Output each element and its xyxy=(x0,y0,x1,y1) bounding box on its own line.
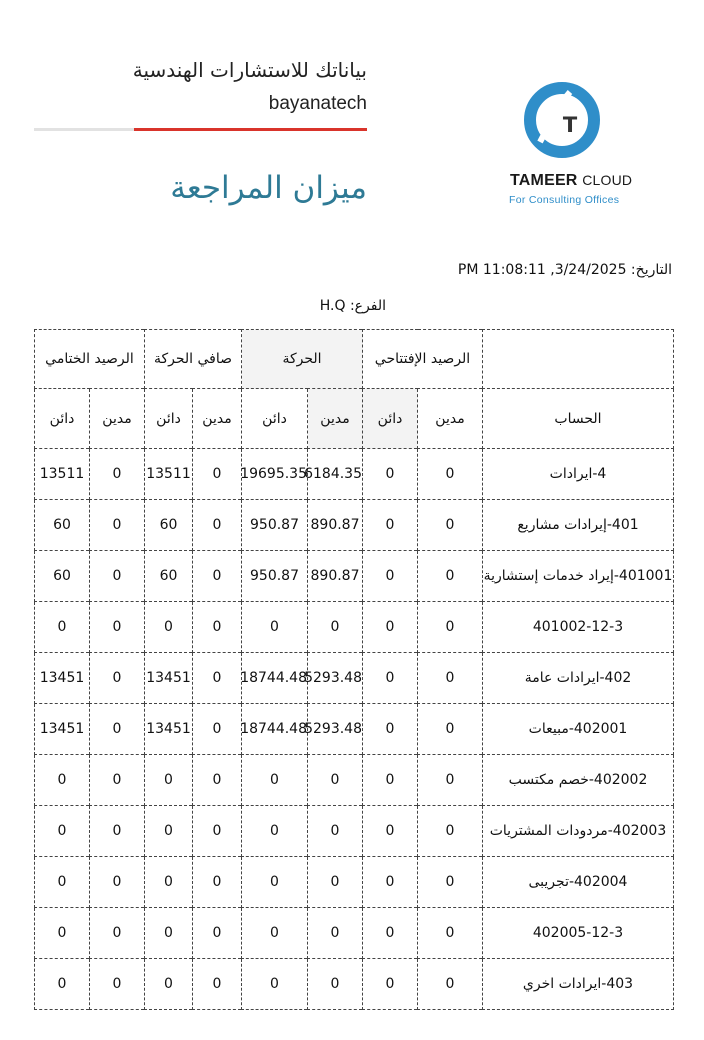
tameer-cloud-logo xyxy=(506,80,633,210)
account-cell: 402002-خصم مكتسب xyxy=(483,755,674,806)
movement-debit-cell: 0 xyxy=(308,602,363,653)
credit-header: دائن xyxy=(145,389,193,449)
closing-credit-cell: 60 xyxy=(35,551,90,602)
table-row xyxy=(35,704,674,755)
net-credit-cell: 0 xyxy=(145,908,193,959)
opening-credit-cell: 0 xyxy=(363,602,418,653)
net-debit-cell: 0 xyxy=(193,653,242,704)
table-row xyxy=(35,551,674,602)
opening-balance-header: الرصيد الإفتتاحي xyxy=(363,330,483,389)
table-row xyxy=(35,449,674,500)
table-body xyxy=(35,449,674,1010)
logo-cloud: CLOUD xyxy=(582,172,633,188)
debit-header: مدين xyxy=(193,389,242,449)
movement-credit-cell: 950.87 xyxy=(242,500,308,551)
account-cell: 402001-مبيعات xyxy=(483,704,674,755)
movement-credit-cell: 950.87 xyxy=(242,551,308,602)
net-credit-cell: 0 xyxy=(145,755,193,806)
movement-debit-cell: 0 xyxy=(308,806,363,857)
company-name-arabic: بياناتك للاستشارات الهندسية xyxy=(132,58,367,82)
closing-credit-cell: 60 xyxy=(35,500,90,551)
closing-debit-cell: 0 xyxy=(90,857,145,908)
net-credit-cell: 13511 xyxy=(145,449,193,500)
account-cell: 402003-مردودات المشتريات xyxy=(483,806,674,857)
opening-debit-cell: 0 xyxy=(418,602,483,653)
net-credit-cell: 0 xyxy=(145,959,193,1010)
opening-debit-cell: 0 xyxy=(418,551,483,602)
movement-debit-cell: 0 xyxy=(308,755,363,806)
logo-name: TAMEER xyxy=(510,172,578,189)
opening-credit-cell: 0 xyxy=(363,704,418,755)
movement-credit-cell: 0 xyxy=(242,908,308,959)
account-header-blank xyxy=(483,330,674,389)
opening-credit-cell: 0 xyxy=(363,500,418,551)
table-row xyxy=(35,500,674,551)
table-row xyxy=(35,908,674,959)
movement-credit-cell: 0 xyxy=(242,857,308,908)
net-credit-cell: 0 xyxy=(145,806,193,857)
closing-debit-cell: 0 xyxy=(90,653,145,704)
movement-debit-cell: 0 xyxy=(308,857,363,908)
closing-credit-cell: 0 xyxy=(35,959,90,1010)
opening-debit-cell: 0 xyxy=(418,857,483,908)
net-movement-header: صافي الحركة xyxy=(145,330,242,389)
debit-header: مدين xyxy=(418,389,483,449)
movement-credit-cell: 0 xyxy=(242,959,308,1010)
logo-title xyxy=(510,172,632,190)
closing-debit-cell: 0 xyxy=(90,551,145,602)
movement-credit-cell: 19695.35 xyxy=(242,449,308,500)
movement-credit-cell: 0 xyxy=(242,755,308,806)
closing-credit-cell: 0 xyxy=(35,602,90,653)
opening-debit-cell: 0 xyxy=(418,653,483,704)
net-credit-cell: 0 xyxy=(145,602,193,653)
movement-credit-cell: 0 xyxy=(242,602,308,653)
account-cell: 401-إيرادات مشاريع xyxy=(483,500,674,551)
opening-debit-cell: 0 xyxy=(418,449,483,500)
closing-credit-cell: 0 xyxy=(35,908,90,959)
account-cell: 401002-12-3 xyxy=(483,602,674,653)
movement-debit-cell: 890.87 xyxy=(308,551,363,602)
net-debit-cell: 0 xyxy=(193,806,242,857)
closing-debit-cell: 0 xyxy=(90,755,145,806)
trial-balance-table xyxy=(34,329,674,1010)
group-header-row xyxy=(35,330,674,389)
closing-credit-cell: 13451 xyxy=(35,653,90,704)
opening-credit-cell: 0 xyxy=(363,959,418,1010)
table-row xyxy=(35,806,674,857)
account-header: الحساب xyxy=(483,389,674,449)
closing-debit-cell: 0 xyxy=(90,704,145,755)
table-row xyxy=(35,959,674,1010)
movement-debit-cell: 5293.48 xyxy=(308,704,363,755)
logo-letter: T xyxy=(562,113,578,137)
account-cell: 402005-12-3 xyxy=(483,908,674,959)
opening-debit-cell: 0 xyxy=(418,959,483,1010)
credit-header: دائن xyxy=(363,389,418,449)
movement-debit-cell: 5293.48 xyxy=(308,653,363,704)
opening-credit-cell: 0 xyxy=(363,653,418,704)
opening-credit-cell: 0 xyxy=(363,908,418,959)
net-credit-cell: 60 xyxy=(145,500,193,551)
header-divider-red xyxy=(134,128,367,131)
opening-debit-cell: 0 xyxy=(418,806,483,857)
account-cell: 4-ايرادات xyxy=(483,449,674,500)
opening-debit-cell: 0 xyxy=(418,908,483,959)
net-debit-cell: 0 xyxy=(193,755,242,806)
header-divider-gray xyxy=(34,128,134,131)
net-debit-cell: 0 xyxy=(193,959,242,1010)
table-row xyxy=(35,602,674,653)
closing-debit-cell: 0 xyxy=(90,959,145,1010)
movement-debit-cell: 890.87 xyxy=(308,500,363,551)
net-debit-cell: 0 xyxy=(193,704,242,755)
table-row xyxy=(35,857,674,908)
movement-credit-cell: 18744.48 xyxy=(242,704,308,755)
sub-header-row xyxy=(35,389,674,449)
net-credit-cell: 0 xyxy=(145,857,193,908)
movement-debit-cell: 0 xyxy=(308,908,363,959)
closing-debit-cell: 0 xyxy=(90,449,145,500)
net-credit-cell: 13451 xyxy=(145,653,193,704)
opening-credit-cell: 0 xyxy=(363,755,418,806)
debit-header: مدين xyxy=(90,389,145,449)
opening-debit-cell: 0 xyxy=(418,704,483,755)
closing-balance-header: الرصيد الختامي xyxy=(35,330,145,389)
closing-credit-cell: 0 xyxy=(35,755,90,806)
closing-debit-cell: 0 xyxy=(90,806,145,857)
net-debit-cell: 0 xyxy=(193,449,242,500)
report-branch: الفرع: H.Q xyxy=(319,298,386,314)
debit-header: مدين xyxy=(308,389,363,449)
net-credit-cell: 60 xyxy=(145,551,193,602)
movement-credit-cell: 18744.48 xyxy=(242,653,308,704)
net-debit-cell: 0 xyxy=(193,551,242,602)
movement-debit-cell: 0 xyxy=(308,959,363,1010)
opening-credit-cell: 0 xyxy=(363,551,418,602)
closing-credit-cell: 0 xyxy=(35,806,90,857)
net-credit-cell: 13451 xyxy=(145,704,193,755)
net-debit-cell: 0 xyxy=(193,857,242,908)
closing-debit-cell: 0 xyxy=(90,908,145,959)
credit-header: دائن xyxy=(35,389,90,449)
net-debit-cell: 0 xyxy=(193,500,242,551)
opening-credit-cell: 0 xyxy=(363,806,418,857)
logo-tagline: For Consulting Offices xyxy=(509,194,620,206)
report-date: التاريخ: 3/24/2025, 11:08:11 PM xyxy=(457,262,672,278)
closing-credit-cell: 13451 xyxy=(35,704,90,755)
account-cell: 402-ايرادات عامة xyxy=(483,653,674,704)
net-debit-cell: 0 xyxy=(193,908,242,959)
opening-debit-cell: 0 xyxy=(418,755,483,806)
table-row xyxy=(35,755,674,806)
account-cell: 402004-تجريبى xyxy=(483,857,674,908)
company-name-english: bayanatech xyxy=(268,93,367,114)
account-cell: 401001-إيراد خدمات إستشارية xyxy=(483,551,674,602)
movement-credit-cell: 0 xyxy=(242,806,308,857)
closing-debit-cell: 0 xyxy=(90,602,145,653)
account-cell: 403-ايرادات اخري xyxy=(483,959,674,1010)
credit-header: دائن xyxy=(242,389,308,449)
movement-debit-cell: 6184.35 xyxy=(308,449,363,500)
report-title: ميزان المراجعة xyxy=(170,170,367,206)
opening-credit-cell: 0 xyxy=(363,449,418,500)
opening-debit-cell: 0 xyxy=(418,500,483,551)
table-row xyxy=(35,653,674,704)
closing-credit-cell: 13511 xyxy=(35,449,90,500)
closing-credit-cell: 0 xyxy=(35,857,90,908)
closing-debit-cell: 0 xyxy=(90,500,145,551)
opening-credit-cell: 0 xyxy=(363,857,418,908)
net-debit-cell: 0 xyxy=(193,602,242,653)
movement-header: الحركة xyxy=(242,330,363,389)
tameer-cloud-logo-icon xyxy=(522,80,602,160)
